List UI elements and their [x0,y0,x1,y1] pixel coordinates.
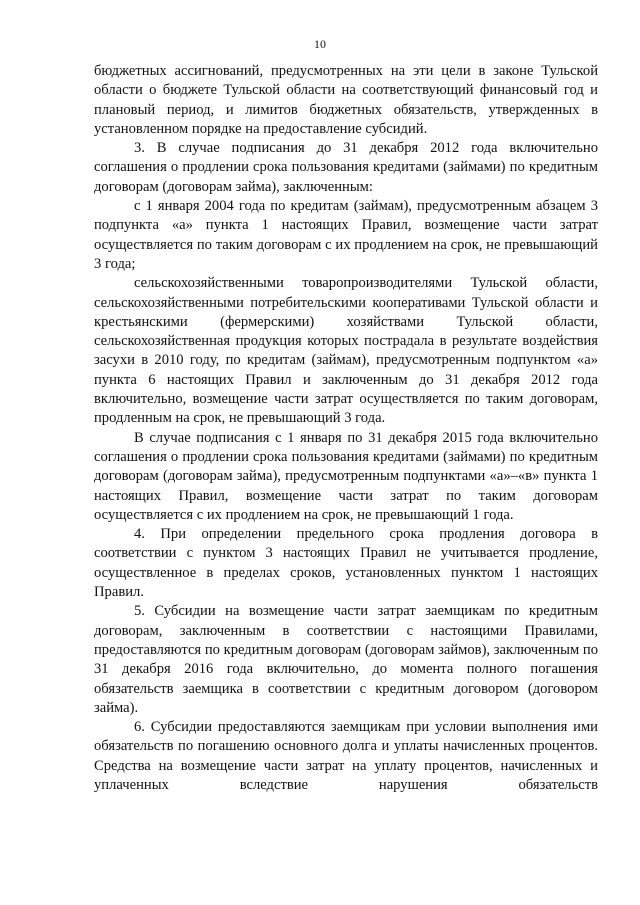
document-body [94,62,598,795]
paragraph-item-3-2015: В случае подписания с 1 января по 31 декабря 2015 года включительно соглашения о продлении срока пользования кредитами (займами) по кредитным договорам (договорам займа), предусмотренным подпунктами «а»–«в» пункта 1 настоящих Правил, возмещение части затрат по таким договорам осуществляется с их продлением на срок, не превышающий 1 года. [94,429,598,523]
paragraph-continuation: бюджетных ассигнований, предусмотренных на эти цели в законе Тульской области о бюджете Тульской области на соответствующий финансовый год и плановый период, и лимитов бюджетных обязательств, утвержденных в установленном порядке на предоставление субсидий. [94,63,598,137]
paragraph-item-3-sub-2: сельскохозяйственными товаропроизводителями Тульской области, сельскохозяйственными потребительскими кооперативами Тульской области и крестьянскими (фермерскими) хозяйствами Тульской области, сельскохозяйственная продукция которых пострадала в результате воздействия засухи в 2010 году, по кредитам (займам), предусмотренным подпунктом «а» пункта 6 настоящих Правил и заключенным до 31 декабря 2012 года включительно, возмещение части затрат осуществляется по таким договорам, продленным на срок, не превышающий 3 года. [94,275,598,427]
paragraph-item-3: 3. В случае подписания до 31 декабря 2012 года включительно соглашения о продлении срока пользования кредитами (займами) по кредитным договорам (договорам займа), заключенным: [94,140,598,195]
paragraph-item-4: 4. При определении предельного срока продления договора в соответствии с пунктом 3 настоящих Правил не учитывается продление, осуществленное в пределах сроков, установленных пунктом 1 настоящих Правил. [94,526,598,601]
paragraph-item-5: 5. Субсидии на возмещение части затрат заемщикам по кредитным договорам, заключенным в соответствии с настоящими Правилами, предоставляются по кредитным договорам (договорам займов), заключенным по 31 декабря 2016 года включительно, до момента полного погашения обязательств заемщика в соответствии с кредитным договором (договором займа). [94,603,598,716]
paragraph-item-3-sub-1: с 1 января 2004 года по кредитам (займам), предусмотренным абзацем 3 подпункта «а» пункта 1 настоящих Правил, возмещение части затрат осуществляется по таким договорам с их продлением на срок, не превышающий 3 года; [94,198,598,272]
paragraph-item-6: 6. Субсидии предоставляются заемщикам при условии выполнения ими обязательств по погашению основного долга и уплаты начисленных процентов. Средства на возмещение части затрат на уплату процентов, начисленных и уплаченных вследствие нарушения обязательств [94,719,598,793]
page-number: 10 [314,37,326,51]
